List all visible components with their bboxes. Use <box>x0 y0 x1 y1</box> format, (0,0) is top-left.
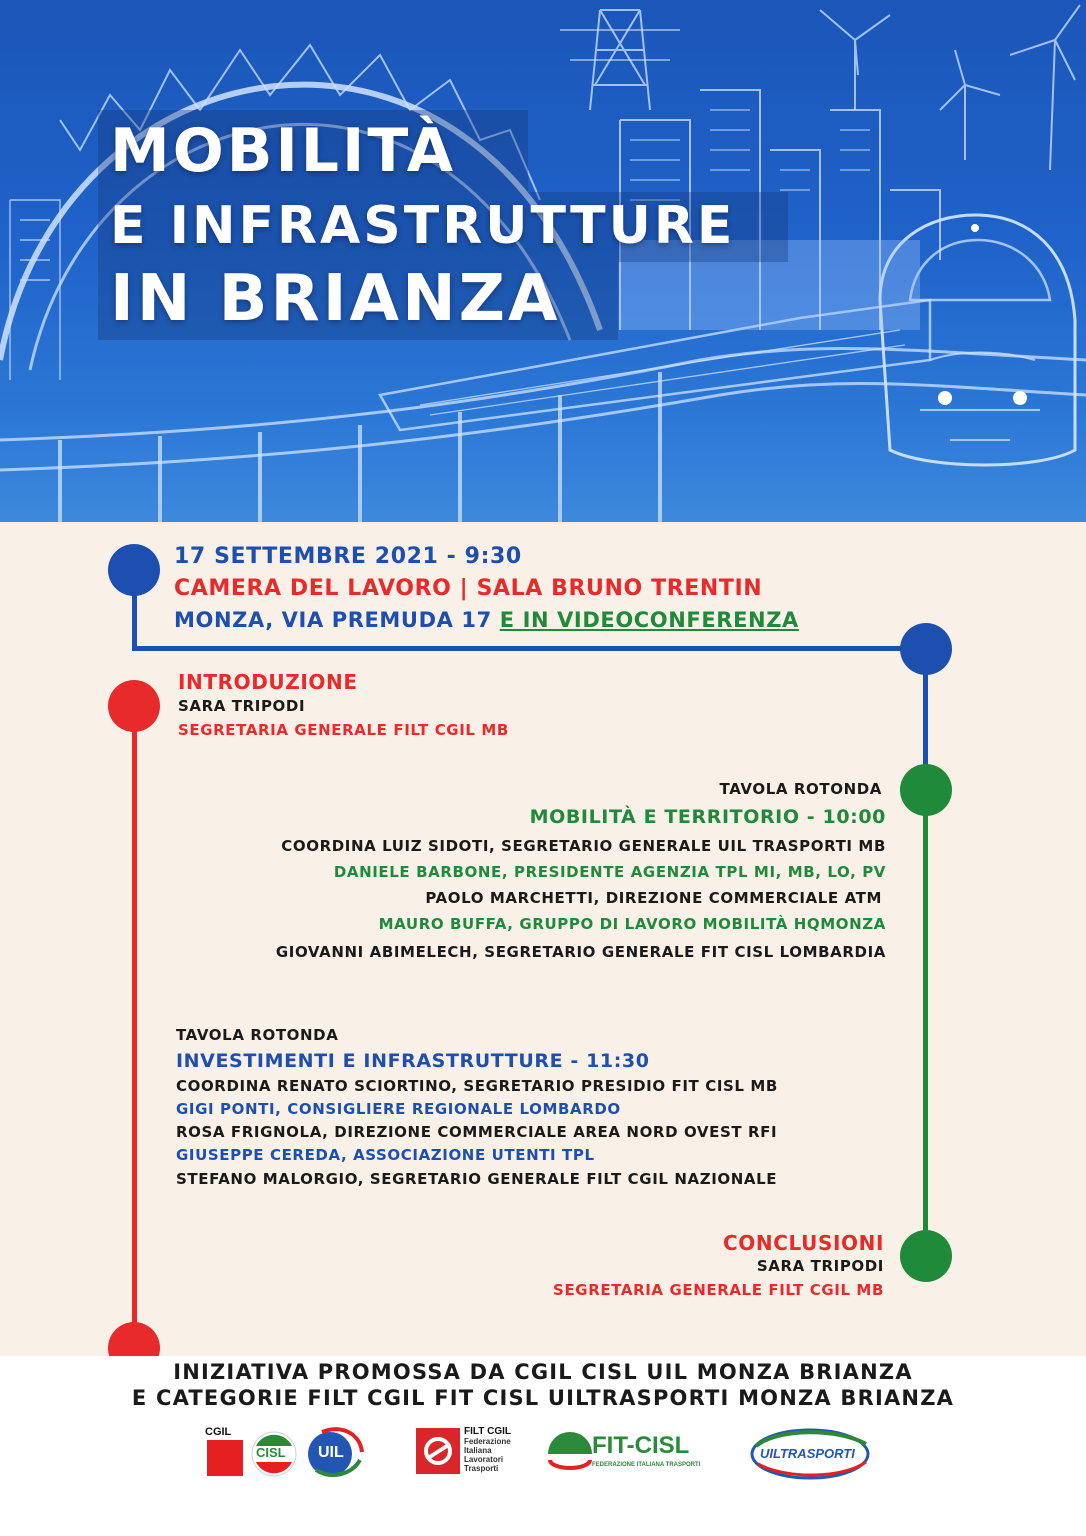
cgil-logo-text: CGIL <box>205 1426 232 1438</box>
tavola-1-speaker: MAURO BUFFA, GRUPPO DI LAVORO MOBILITÀ HQMONZA <box>378 915 886 933</box>
timeline-dot-introduzione <box>108 680 160 732</box>
filt-emblem-icon <box>416 1428 460 1474</box>
introduzione-heading: INTRODUZIONE <box>178 670 358 694</box>
event-location <box>174 608 799 632</box>
tavola-1-title: MOBILITÀ E TERRITORIO - 10:00 <box>529 806 886 828</box>
timeline-dot-blue <box>900 623 952 675</box>
uiltrasporti-logo-text: UILTRASPORTI <box>760 1446 855 1461</box>
event-online-link[interactable]: E IN VIDEOCONFERENZA <box>499 608 799 632</box>
event-address: MONZA, VIA PREMUDA 17 <box>174 608 492 632</box>
uil-logo-text: UIL <box>318 1444 344 1461</box>
title-line-2: E INFRASTRUTTURE <box>110 196 736 256</box>
tavola-2-label: TAVOLA ROTONDA <box>176 1026 339 1044</box>
filt-logo-title: FILT CGIL <box>464 1426 512 1437</box>
cisl-logo <box>248 1428 300 1478</box>
title-line-1: MOBILITÀ <box>110 116 457 186</box>
tavola-2-speaker: COORDINA RENATO SCIORTINO, SEGRETARIO PRESIDIO FIT CISL MB <box>176 1077 778 1095</box>
timeline-blue-horizontal <box>132 646 927 651</box>
tavola-2-speaker: STEFANO MALORGIO, SEGRETARIO GENERALE FILT CGIL NAZIONALE <box>176 1170 778 1188</box>
tavola-1-speaker: DANIELE BARBONE, PRESIDENTE AGENZIA TPL MI, MB, LO, PV <box>333 863 886 881</box>
promo-line-2: E CATEGORIE FILT CGIL FIT CISL UILTRASPORTI MONZA BRIANZA <box>131 1386 955 1410</box>
hero-banner <box>0 0 1086 522</box>
event-date-time: 17 SETTEMBRE 2021 - 9:30 <box>174 544 522 569</box>
filt-sub-line: Italiana <box>464 1446 492 1455</box>
fit-cisl-emblem-icon <box>546 1430 594 1470</box>
title-line-3: IN BRIANZA <box>110 262 561 336</box>
timeline-dot-tavola-1 <box>900 764 952 816</box>
tavola-2-speaker: GIGI PONTI, CONSIGLIERE REGIONALE LOMBARDO <box>176 1100 621 1118</box>
timeline-red <box>132 704 137 1349</box>
introduzione-role: SEGRETARIA GENERALE FILT CGIL MB <box>178 721 509 739</box>
tavola-1-speaker: GIOVANNI ABIMELECH, SEGRETARIO GENERALE FIT CISL LOMBARDIA <box>275 943 886 961</box>
tavola-2-title: INVESTIMENTI E INFRASTRUTTURE - 11:30 <box>176 1050 650 1072</box>
footer <box>0 1356 1086 1536</box>
fit-cisl-logo <box>546 1430 708 1478</box>
tavola-2-speaker: GIUSEPPE CEREDA, ASSOCIAZIONE UTENTI TPL <box>176 1146 595 1164</box>
timeline-dot-conclusioni <box>900 1230 952 1282</box>
fit-cisl-logo-text: FIT-CISL <box>592 1432 690 1459</box>
filt-red-square <box>416 1428 460 1474</box>
timeline-dot-start <box>108 544 160 596</box>
filt-cgil-logo <box>416 1426 516 1478</box>
fit-cisl-logo-sub: FEDERAZIONE ITALIANA TRASPORTI <box>592 1462 701 1468</box>
filt-sub-line: Lavoratori <box>464 1455 504 1464</box>
introduzione-speaker: SARA TRIPODI <box>178 697 306 715</box>
conclusioni-heading: CONCLUSIONI <box>723 1231 884 1255</box>
promo-line-1: INIZIATIVA PROMOSSA DA CGIL CISL UIL MONZA BRIANZA <box>173 1360 913 1384</box>
filt-sub-line: Trasporti <box>464 1464 499 1473</box>
filt-logo-sub <box>464 1437 511 1473</box>
tavola-2-speaker: ROSA FRIGNOLA, DIREZIONE COMMERCIALE AREA NORD OVEST RFI <box>176 1123 778 1141</box>
cgil-logo <box>205 1426 245 1476</box>
tavola-1-label: TAVOLA ROTONDA <box>719 780 882 798</box>
program-area <box>0 522 1086 1356</box>
event-venue: CAMERA DEL LAVORO | SALA BRUNO TRENTIN <box>174 576 763 601</box>
uiltrasporti-logo <box>748 1426 880 1482</box>
filt-sub-line: Federazione <box>464 1437 511 1446</box>
timeline-green <box>923 788 928 1258</box>
uil-logo <box>302 1424 366 1480</box>
conclusioni-speaker: SARA TRIPODI <box>756 1257 884 1275</box>
cgil-red-square <box>207 1440 243 1476</box>
tavola-1-speaker: COORDINA LUIZ SIDOTI, SEGRETARIO GENERALE UIL TRASPORTI MB <box>281 837 886 855</box>
cisl-logo-text: CISL <box>256 1445 286 1460</box>
tavola-1-speaker: PAOLO MARCHETTI, DIREZIONE COMMERCIALE ATM <box>425 889 882 907</box>
conclusioni-role: SEGRETARIA GENERALE FILT CGIL MB <box>553 1281 884 1299</box>
